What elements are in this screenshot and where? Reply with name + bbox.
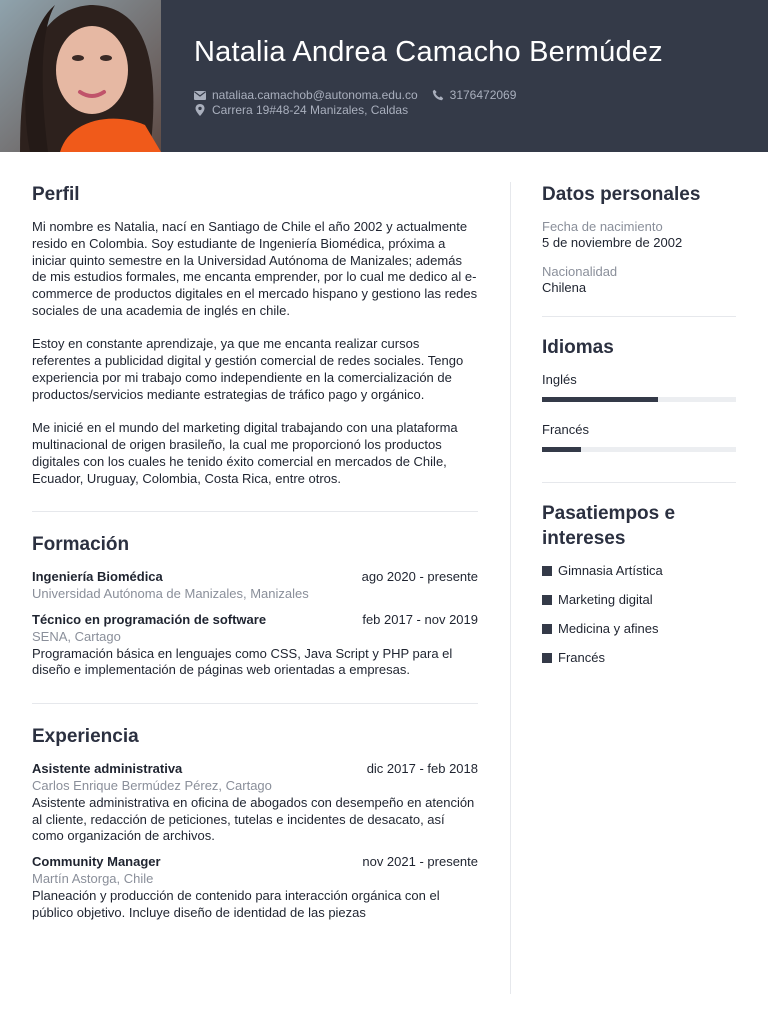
entry-organization: Carlos Enrique Bermúdez Pérez, Cartago	[32, 777, 272, 793]
entry-description: Planeación y producción de contenido para interacción orgánica con el público objetivo. Incluye diseño de identidad de las piezas	[32, 887, 440, 920]
hobby-label: Medicina y afines	[558, 621, 659, 636]
hobby-item	[542, 592, 736, 608]
section-divider	[32, 703, 478, 704]
section-title-education: Formación	[32, 534, 130, 556]
section-title-experience: Experiencia	[32, 726, 139, 748]
language-level-bar	[542, 397, 736, 402]
hobby-item	[542, 621, 736, 637]
side-column	[542, 182, 736, 679]
section-title-profile: Perfil	[32, 184, 80, 205]
contact-address: Carrera 19#48-24 Manizales, Caldas	[212, 103, 409, 117]
experience-entry	[32, 761, 478, 845]
section-divider	[32, 511, 478, 512]
header-banner	[0, 0, 768, 152]
language-name: Inglés	[542, 372, 577, 387]
experience-section	[32, 724, 478, 921]
entry-date: feb 2017 - nov 2019	[362, 611, 478, 627]
language-level-fill	[542, 447, 581, 452]
section-divider	[542, 482, 736, 483]
language-level-fill	[542, 397, 658, 402]
entry-organization: SENA, Cartago	[32, 628, 121, 644]
hobby-item	[542, 650, 736, 666]
hobby-item	[542, 563, 736, 579]
profile-paragraph: Me inicié en el mundo del marketing digital trabajando con una plataforma multinacional de origen brasileño, la cual me proporcionó los productos digitales con los cuales he tenido éxito comercial en mercados de Chile, Ecuador, Uruguay, Colombia, Costa Rica, entre otros.	[32, 420, 458, 486]
profile-section	[32, 182, 478, 487]
section-divider	[542, 316, 736, 317]
birthdate-label: Fecha de nacimiento	[542, 219, 663, 234]
square-bullet-icon	[542, 653, 552, 663]
square-bullet-icon	[542, 595, 552, 605]
entry-date: ago 2020 - presente	[361, 569, 478, 585]
language-level-bar	[542, 447, 736, 452]
languages-section	[542, 335, 736, 452]
language-name: Francés	[542, 422, 589, 437]
column-divider	[510, 182, 511, 994]
section-title-languages: Idiomas	[542, 337, 614, 358]
hobby-label: Gimnasia Artística	[558, 563, 663, 578]
contact-phone[interactable]: 3176472069	[449, 88, 517, 102]
square-bullet-icon	[542, 624, 552, 634]
entry-organization: Universidad Autónoma de Manizales, Manizales	[32, 586, 309, 602]
birthdate-value: 5 de noviembre de 2002	[542, 235, 683, 250]
contact-line-1	[193, 88, 516, 102]
candidate-name: Natalia Andrea Camacho Bermúdez	[194, 36, 663, 68]
profile-paragraph: Estoy en constante aprendizaje, ya que me encanta realizar cursos referentes a publicidad digital y gestión comercial de redes sociales. Tengo experiencia por mi trabajo como independiente en la comercialización de productos/servicios mediante estrategias de tráfico pago y orgánico.	[32, 336, 464, 402]
section-title-personal: Datos personales	[542, 184, 701, 205]
personal-section	[542, 182, 736, 296]
main-column	[32, 182, 478, 930]
nationality-value: Chilena	[542, 280, 587, 295]
entry-description: Asistente administrativa en oficina de abogados con desempeño en atención al cliente, redacción de peticiones, tutelas e incidentes de desacato, así como organización de archivos.	[32, 794, 475, 844]
entry-title: Ingeniería Biomédica	[32, 569, 163, 585]
experience-entry	[32, 854, 478, 921]
contact-email[interactable]: nataliaa.camachob@autonoma.edu.co	[212, 88, 418, 102]
envelope-icon	[193, 89, 207, 101]
section-title-hobbies: Pasatiempos e intereses	[542, 503, 676, 549]
entry-title: Asistente administrativa	[32, 761, 183, 777]
nationality-label: Nacionalidad	[542, 264, 618, 279]
entry-organization: Martín Astorga, Chile	[32, 870, 154, 886]
entry-date: nov 2021 - presente	[362, 854, 478, 870]
phone-icon	[431, 89, 445, 101]
hobby-label: Marketing digital	[558, 592, 653, 607]
entry-description: Programación básica en lenguajes como CSS, Java Script y PHP para el diseño e implementación de páginas web orientadas a empresas.	[32, 645, 453, 678]
contact-line-2	[193, 103, 408, 117]
entry-date: dic 2017 - feb 2018	[366, 761, 478, 777]
entry-title: Community Manager	[32, 854, 161, 870]
map-pin-icon	[193, 104, 207, 116]
hobby-label: Francés	[558, 650, 605, 665]
education-section	[32, 532, 478, 679]
profile-paragraph: Mi nombre es Natalia, nací en Santiago de Chile el año 2002 y actualmente resido en Colombia. Soy estudiante de Ingeniería Biomédica, próxima a iniciar quinto semestre en la Universidad Autónoma de Manizales; además de mis estudios formales, me encanta emprender, por lo cual me dedico al e-commerce de productos digitales en el mercado hispano y gestiono las redes sociales de una academia de inglés en chile.	[32, 219, 478, 318]
entry-title: Técnico en programación de software	[32, 611, 267, 627]
education-entry	[32, 569, 478, 603]
hobbies-section	[542, 501, 736, 666]
square-bullet-icon	[542, 566, 552, 576]
education-entry	[32, 612, 478, 679]
profile-photo	[0, 0, 161, 152]
